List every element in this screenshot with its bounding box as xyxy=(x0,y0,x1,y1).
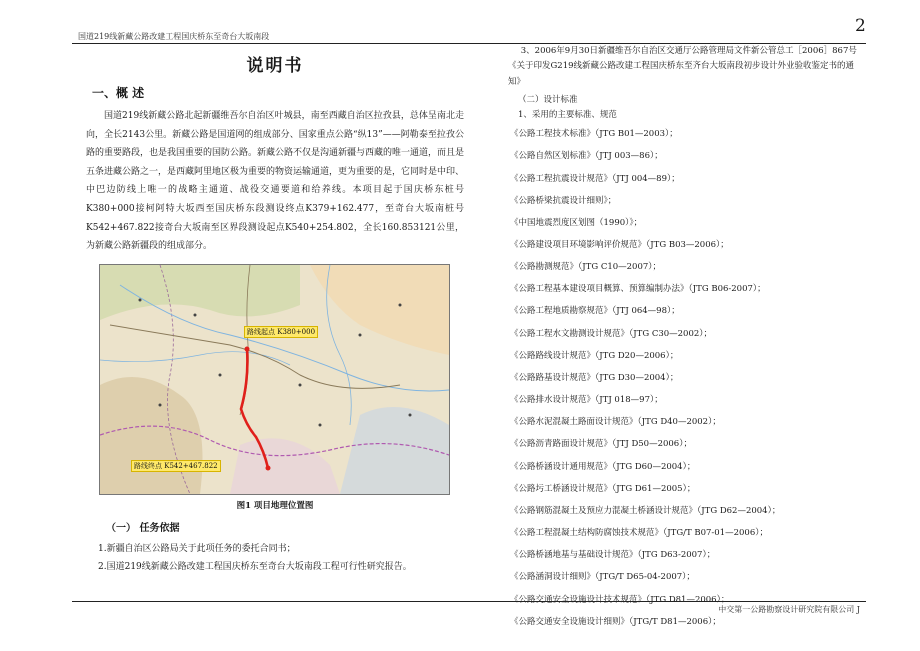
standard-item: 《公路桥涵地基与基础设计规范》（JTG D63-2007）； xyxy=(510,550,716,561)
standard-item: 《公路勘测规范》（JTG C10—2007）； xyxy=(510,262,662,273)
standards-subheading: 1、采用的主要标准、规范 xyxy=(518,110,617,121)
route-end-label: 路线终点 K542+467.822 xyxy=(131,460,221,472)
running-header: 国道219线新藏公路改建工程国庆桥东至奇台大坂南段 xyxy=(78,32,270,41)
standard-item: 《公路桥涵设计通用规范》（JTG D60—2004）； xyxy=(510,461,696,472)
section-basis-heading: （一） 任务依据 xyxy=(106,522,180,534)
standard-item: 《公路交通安全设施设计细则》（JTG/T D81—2006）； xyxy=(510,616,721,627)
design-standards-heading: （二）设计标准 xyxy=(518,95,578,106)
standard-item: 《公路建设项目环境影响评价规范》（JTG B03—2006）； xyxy=(510,240,729,250)
standard-item: 《公路排水设计规范》（JTJ 018—97）； xyxy=(510,395,663,406)
section-overview-heading: 一、概 述 xyxy=(92,86,145,100)
standard-item: 《公路工程基本建设项目概算、预算编制办法》（JTG B06-2007）； xyxy=(510,284,766,295)
standard-item: 《公路路基设计规范》（JTG D30—2004）； xyxy=(510,372,679,383)
left-column xyxy=(86,46,464,577)
standard-item: 《公路工程技术标准》（JTG B01—2003）； xyxy=(510,129,678,140)
basis-item-2: 2.国道219线新藏公路改建工程国庆桥东至奇台大坂南段工程可行性研究报告。 xyxy=(98,562,412,573)
standard-item: 《公路工程水文勘测设计规范》（JTG C30—2002）； xyxy=(510,328,713,339)
standard-item: 《公路桥梁抗震设计细则》； xyxy=(510,195,617,206)
standard-item: 《公路自然区划标准》（JTJ 003—86）； xyxy=(510,151,663,162)
overview-paragraph: 国道219线新藏公路北起新疆维吾尔自治区叶城县，南至西藏自治区拉孜县，总体呈南北走向，全长2143公里。新藏公路是国道网的组成部分、国家重点公路“纵13”——阿勒泰至拉孜公路的重要路段，也是我国重要的国防公路。新藏公路不仅是沟通新疆与西藏的唯一通道，而且是五条进藏公路之一，是西藏阿里地区极为重要的物资运输通道，更为重要的是，它同时是中印、中巴边防线上唯一的战略主通道、战役交通要道和给养线。本项目起于国庆桥东桩号K380+000接柯阿特大坂西至国庆桥东段测设终点K379+162.477，至奇台大坂南桩号K542+467.822接奇台大坂南至区界段测设起点K540+254.802，全长160.853121公里，为新藏公路新疆段的组成部分。 xyxy=(86,111,465,252)
footer-company: 中交第一公路勘察设计研究院有限公司 J xyxy=(718,605,860,614)
standard-item: 《公路沥青路面设计规范》（JTJ D50—2006）； xyxy=(510,439,692,450)
page-number: 2 xyxy=(855,16,866,36)
standard-item: 《公路涵洞设计细则》（JTG/T D65-04-2007）； xyxy=(510,572,695,583)
standard-item: 《中国地震烈度区划图（1990）》； xyxy=(510,217,643,228)
right-column xyxy=(508,44,858,633)
standards-list xyxy=(508,123,858,633)
footer-rule xyxy=(72,601,866,602)
standard-item: 《公路钢筋混凝土及预应力混凝土桥涵设计规范》（JTG D62—2004）； xyxy=(510,505,781,516)
document-title: 说明书 xyxy=(246,56,304,76)
standard-item: 《公路路线设计规范》（JTG D20—2006）； xyxy=(510,350,679,361)
basis-item-3: 3、2006年9月30日新疆维吾尔自治区交通厅公路管理局文件新公管总工［2006］867号《关于印发G219线新藏公路改建工程国庆桥东至齐台大坂南段初步设计外业验收鉴定书的通知》 xyxy=(508,46,857,87)
location-map xyxy=(99,264,450,495)
standard-item: 《公路圬工桥涵设计规范》（JTG D61—2005）； xyxy=(510,483,696,494)
standard-item: 《公路工程抗震设计规范》（JTJ 004—89）； xyxy=(510,173,680,184)
standard-item: 《公路工程混凝土结构防腐蚀技术规范》（JTG/T B07-01—2006）； xyxy=(510,528,768,539)
standard-item: 《公路工程地质勘察规范》（JTJ 064—98）； xyxy=(510,306,680,317)
figure-caption: 图1 项目地理位置图 xyxy=(236,500,314,511)
route-start-label: 路线起点 K380+000 xyxy=(244,326,318,338)
standard-item: 《公路水泥混凝土路面设计规范》（JTG D40—2002）； xyxy=(510,417,721,428)
basis-item-1: 1.新疆自治区公路局关于此项任务的委托合同书； xyxy=(98,543,296,554)
standard-item: 《公路交通安全设施设计技术规范》（JTG D81—2006）； xyxy=(510,594,730,605)
